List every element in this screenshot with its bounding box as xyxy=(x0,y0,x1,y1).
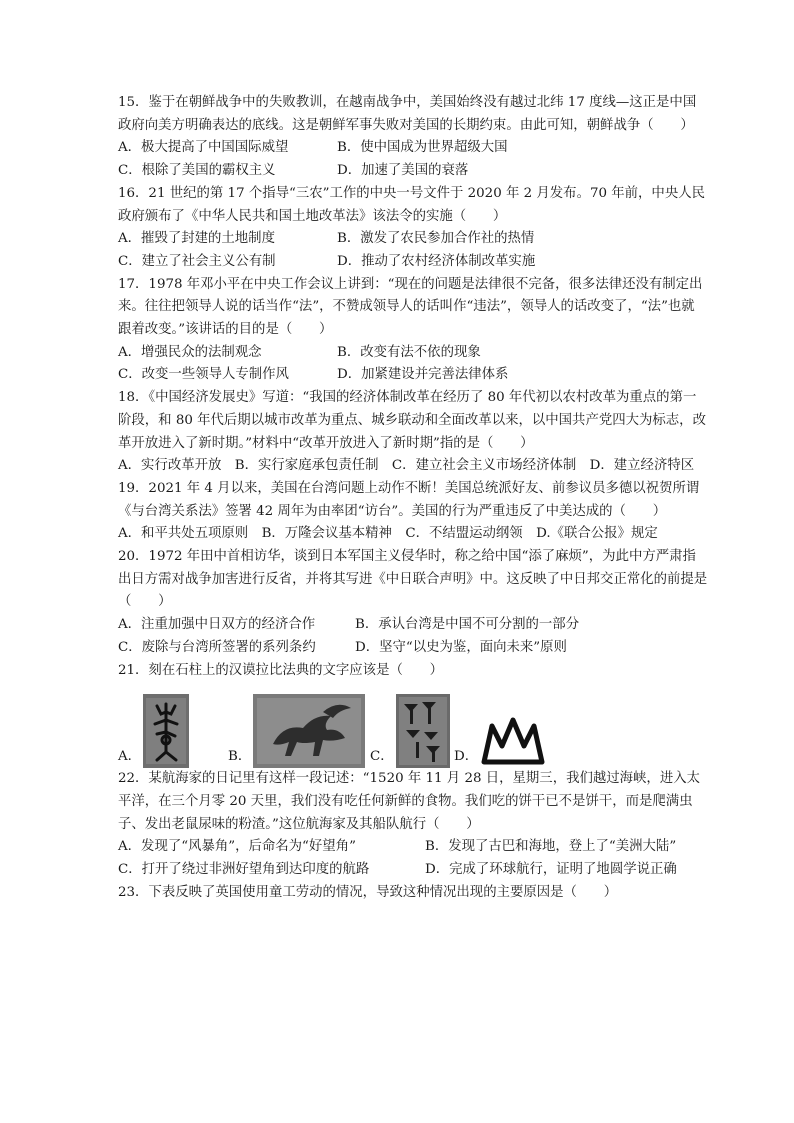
option-d[interactable]: D．完成了环球航行，证明了地圆学说正确 xyxy=(425,862,677,878)
question-stem: 18．《中国经济发展史》写道：“我国的经济体制改革在经历了 80 年代初以农村改革为重点的第一阶段，和 80 年代后期以城市改革为重点、城乡联动和全面改革以来，以中国共产党四大为标志，改革开放进入了新时期。”材料中“改革开放进入了新时期”指的是（ ） xyxy=(118,390,706,451)
options-grid xyxy=(118,137,708,182)
question-21 xyxy=(118,660,708,769)
option-c[interactable]: C．打开了绕过非洲好望角到达印度的航路 xyxy=(118,862,370,878)
option-b[interactable]: B．使中国成为世界超级大国 xyxy=(337,140,508,156)
question-17 xyxy=(118,274,708,388)
option-d[interactable]: D．坚守“以史为鉴，面向未来”原则 xyxy=(355,639,567,655)
option-a[interactable]: A．极大提高了中国国际威望 xyxy=(118,140,289,156)
options-inline[interactable]: A．和平共处五项原则 B．万隆会议基本精神 C．不结盟运动纲领 D.《联合公报》规定 xyxy=(118,526,658,542)
question-stem: 19．2021 年 4 月以来，美国在台湾问题上动作不断！美国总统派好友、前参议员多德以祝贺所谓《与台湾关系法》签署 42 周年为由率团“访台”。美国的行为严重违反了中美达成的（ ） xyxy=(118,480,700,519)
question-stem: 15．鉴于在朝鲜战争中的失败教训，在越南战争中，美国始终没有越过北纬 17 度线—这正是中国政府向美方明确表达的底线。这是朝鲜军事失败对美国的长期约束。由此可知，朝鲜战争（ ） xyxy=(118,95,697,133)
option-c[interactable]: C．根除了美国的霸权主义 xyxy=(118,163,276,179)
option-a[interactable]: A．发现了“风暴角”，后命名为“好望角” xyxy=(118,839,356,855)
option-b[interactable]: B．发现了古巴和海地，登上了“美洲大陆” xyxy=(425,839,677,855)
options-grid xyxy=(118,228,708,273)
option-b[interactable]: B．激发了农民参加合作社的热情 xyxy=(337,231,535,247)
option-label: B． xyxy=(228,748,252,764)
option-c[interactable]: C．改变一些领导人专制作风 xyxy=(118,367,289,383)
question-stem: 21．刻在石柱上的汉谟拉比法典的文字应该是（ ） xyxy=(118,662,444,678)
option-a[interactable]: A．增强民众的法制观念 xyxy=(118,344,262,360)
option-d[interactable]: D．加紧建设并完善法律体系 xyxy=(337,367,509,383)
option-label: A． xyxy=(118,748,142,764)
question-stem: 22．某航海家的日记里有这样一段记述：“1520 年 11 月 28 日，星期三，我们越过海峡，进入太平洋，在三个月零 20 天里，我们没有吃任何新鲜的食物。我们吃的饼干已不是饼干，而是爬满虫子、发出老鼠尿味的粉渣。”这位航海家及其船队航行（ ） xyxy=(118,771,700,832)
cuneiform-column-icon xyxy=(396,694,450,768)
oracle-bone-script-icon xyxy=(143,694,189,768)
question-23 xyxy=(118,882,708,905)
options-inline[interactable]: A．实行改革开放 B．实行家庭承包责任制 C．建立社会主义市场经济体制 D．建立经济特区 xyxy=(118,458,695,474)
image-option-c[interactable] xyxy=(370,694,454,768)
image-options-row xyxy=(118,684,708,768)
option-b[interactable]: B．承认台湾是中国不可分割的一部分 xyxy=(355,617,580,633)
option-a[interactable]: A．摧毁了封建的土地制度 xyxy=(118,231,275,247)
question-15 xyxy=(118,92,708,183)
question-22 xyxy=(118,768,708,882)
options-grid xyxy=(118,342,708,387)
relief-carving-icon xyxy=(253,694,365,768)
question-stem: 20．1972 年田中首相访华，谈到日本军国主义侵华时，称之给中国“添了麻烦”，为此中方严肃指出日方需对战争加害进行反省，并将其写进《中日联合声明》中。这反映了中日邦交正常化的前提是（ ） xyxy=(118,549,708,610)
options-grid xyxy=(118,614,708,659)
question-20 xyxy=(118,546,708,660)
question-16 xyxy=(118,183,708,274)
options-grid xyxy=(118,836,708,881)
option-d[interactable]: D．推动了农村经济体制改革实施 xyxy=(337,253,536,269)
question-stem: 17．1978 年邓小平在中央工作会议上讲到：“现在的问题是法律很不完备，很多法律还没有制定出来。往往把领导人说的话当作“法”，不赞成领导人的话叫作“违法”，领导人的话改变了，“法”也就跟着改变。”该讲话的目的是（ ） xyxy=(118,276,703,338)
image-option-a[interactable] xyxy=(118,694,228,768)
option-c[interactable]: C．废除与台湾所签署的系列条约 xyxy=(118,639,316,655)
option-a[interactable]: A．注重加强中日双方的经济合作 xyxy=(118,617,316,633)
option-c[interactable]: C．建立了社会主义公有制 xyxy=(118,253,276,269)
option-label: C． xyxy=(370,748,394,764)
question-18 xyxy=(118,387,708,478)
image-option-d[interactable] xyxy=(454,716,546,768)
option-d[interactable]: D．加速了美国的衰落 xyxy=(337,163,469,179)
option-b[interactable]: B．改变有法不依的现象 xyxy=(337,344,481,360)
image-option-b[interactable] xyxy=(228,694,370,768)
mountain-glyph-icon xyxy=(480,716,546,768)
question-stem: 23．下表反映了英国使用童工劳动的情况，导致这种情况出现的主要原因是（ ） xyxy=(118,884,618,900)
option-label: D． xyxy=(454,748,479,764)
question-stem: 16．21 世纪的第 17 个指导“三农”工作的中央一号文件于 2020 年 2 月发布。70 年前，中央人民政府颁布了《中华人民共和国土地改革法》该法令的实施（ ） xyxy=(118,185,705,224)
question-19 xyxy=(118,478,708,546)
